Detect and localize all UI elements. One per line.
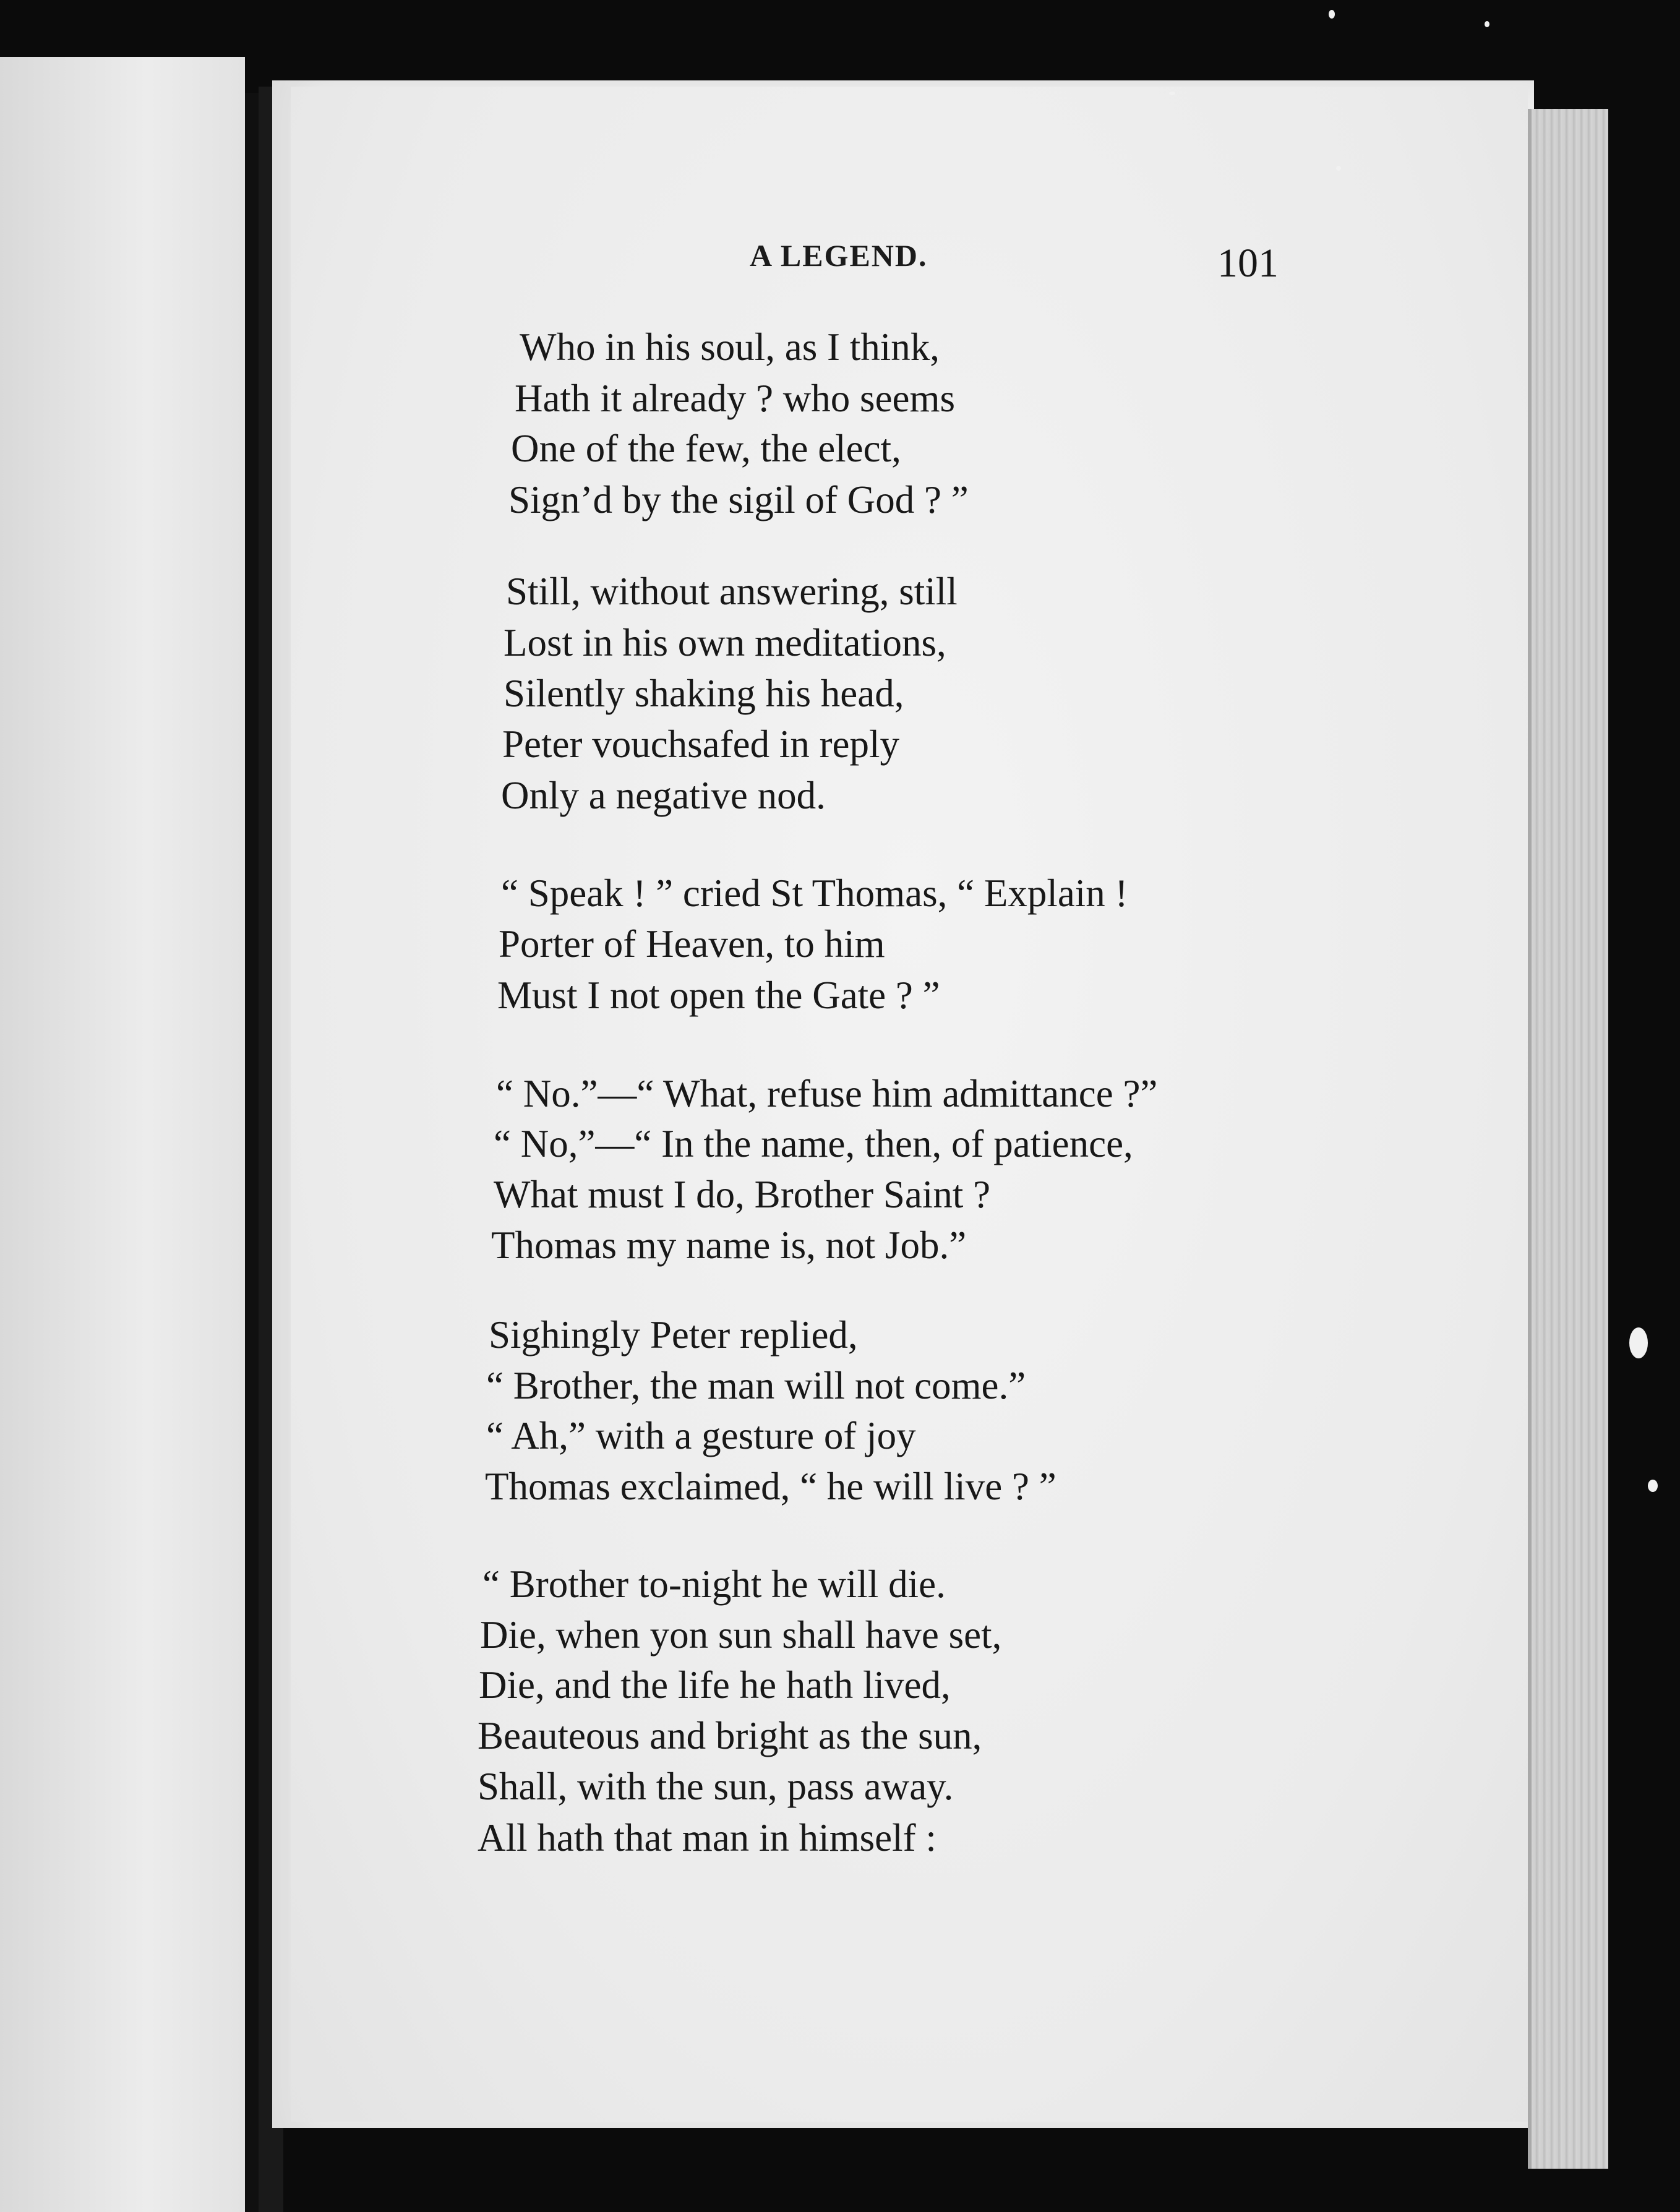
poem-line: “ No.”—“ What, refuse him admittance ?” <box>496 1072 1158 1115</box>
background-shadow <box>1608 109 1680 2212</box>
dust-speck <box>1629 1327 1648 1358</box>
poem-line: Lost in his own meditations, <box>504 621 946 664</box>
poem-line: Peter vouchsafed in reply <box>502 722 900 766</box>
poem-line: Silently shaking his head, <box>504 672 904 715</box>
poem-line: “ Speak ! ” cried St Thomas, “ Explain ! <box>501 872 1128 915</box>
poem-line: What must I do, Brother Saint ? <box>494 1173 991 1216</box>
poem-line: Porter of Heaven, to him <box>499 922 885 966</box>
poem-line: Only a negative nod. <box>501 774 826 817</box>
poem-line: Thomas my name is, not Job.” <box>491 1224 967 1267</box>
dust-speck <box>1169 92 1175 95</box>
poem-line: One of the few, the elect, <box>511 427 901 470</box>
poem-line: “ Ah,” with a gesture of joy <box>486 1414 916 1457</box>
poem-line: Still, without answering, still <box>506 570 958 613</box>
poem-line: “ No,”—“ In the name, then, of patience, <box>494 1122 1133 1165</box>
poem-line: “ Brother to-night he will die. <box>482 1563 946 1606</box>
running-title: A LEGEND. <box>750 238 928 273</box>
poem-line: Thomas exclaimed, “ he will live ? ” <box>485 1465 1056 1508</box>
poem-line: “ Brother, the man will not come.” <box>486 1364 1026 1407</box>
poem-line: Die, and the life he hath lived, <box>479 1663 951 1707</box>
facing-page <box>0 57 245 2212</box>
dust-speck <box>1485 21 1489 27</box>
poem-line: All hath that man in himself : <box>478 1816 936 1859</box>
poem-line: Who in his soul, as I think, <box>520 325 940 369</box>
poem-line: Must I not open the Gate ? ” <box>497 974 940 1017</box>
gutter-edge <box>245 93 259 2212</box>
page-number: 101 <box>1217 241 1279 286</box>
poem-line: Sighingly Peter replied, <box>489 1313 858 1357</box>
poem-line: Shall, with the sun, pass away. <box>478 1765 954 1808</box>
poem-line: Beauteous and bright as the sun, <box>478 1714 982 1757</box>
page-stack-edges <box>1528 109 1612 2169</box>
poem-line: Die, when yon sun shall have set, <box>480 1613 1002 1657</box>
poem-line: Hath it already ? who seems <box>515 377 956 420</box>
dust-speck <box>1648 1480 1658 1492</box>
dust-speck <box>1329 10 1335 19</box>
poem-line: Sign’d by the sigil of God ? ” <box>508 478 969 521</box>
dust-speck <box>1336 166 1341 171</box>
